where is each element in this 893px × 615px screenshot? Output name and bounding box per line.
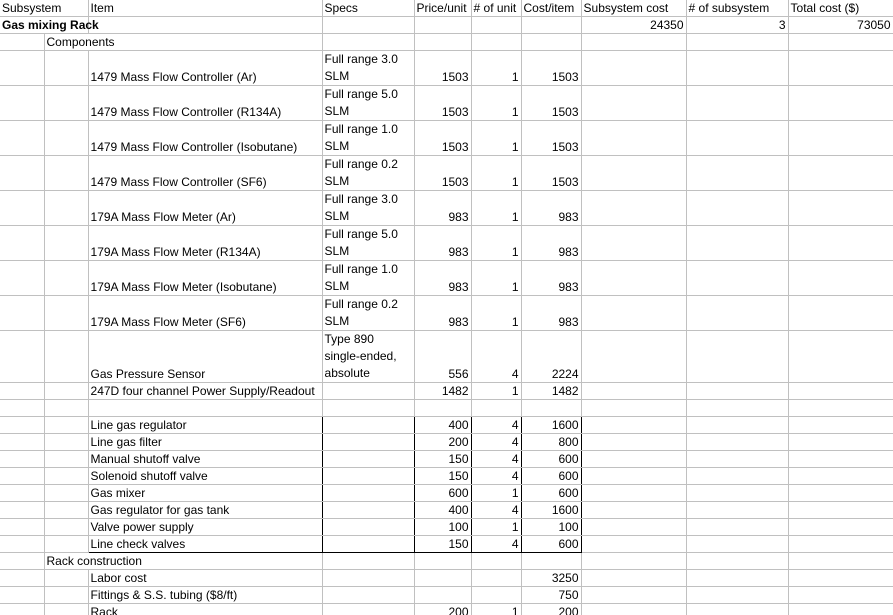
item-name[interactable]: Gas Pressure Sensor bbox=[88, 331, 322, 383]
header-subsystem-cost[interactable]: Subsystem cost bbox=[581, 0, 686, 17]
item-cost[interactable]: 2224 bbox=[521, 331, 581, 383]
item-specs[interactable] bbox=[322, 485, 414, 502]
table-row bbox=[0, 156, 893, 191]
item-price[interactable]: 150 bbox=[414, 536, 471, 553]
table-row bbox=[0, 570, 893, 587]
table-row bbox=[0, 519, 893, 536]
table-row bbox=[0, 331, 893, 383]
item-specs[interactable]: Full range 0.2 SLM bbox=[322, 296, 414, 331]
num-subsystem[interactable]: 3 bbox=[686, 17, 788, 34]
item-price[interactable]: 200 bbox=[414, 604, 471, 615]
item-name[interactable]: 247D four channel Power Supply/Readout bbox=[88, 383, 322, 400]
item-cost[interactable]: 1503 bbox=[521, 86, 581, 121]
item-price[interactable]: 983 bbox=[414, 191, 471, 226]
item-name[interactable]: 179A Mass Flow Meter (Isobutane) bbox=[88, 261, 322, 296]
item-specs[interactable]: Full range 3.0 SLM bbox=[322, 51, 414, 86]
item-name[interactable]: Line check valves bbox=[88, 536, 322, 553]
item-units[interactable]: 1 bbox=[471, 261, 521, 296]
item-name[interactable]: Solenoid shutoff valve bbox=[88, 468, 322, 485]
item-price[interactable]: 200 bbox=[414, 434, 471, 451]
item-price[interactable] bbox=[414, 570, 471, 587]
item-units[interactable]: 1 bbox=[471, 604, 521, 615]
item-specs[interactable]: Full range 1.0 SLM bbox=[322, 121, 414, 156]
item-name[interactable]: 1479 Mass Flow Controller (Isobutane) bbox=[88, 121, 322, 156]
item-name[interactable]: 1479 Mass Flow Controller (SF6) bbox=[88, 156, 322, 191]
item-cost[interactable]: 600 bbox=[521, 536, 581, 553]
item-price[interactable]: 600 bbox=[414, 485, 471, 502]
item-name[interactable]: 1479 Mass Flow Controller (Ar) bbox=[88, 51, 322, 86]
item-price[interactable]: 983 bbox=[414, 296, 471, 331]
item-cost[interactable]: 600 bbox=[521, 485, 581, 502]
item-specs[interactable]: Full range 5.0 SLM bbox=[322, 226, 414, 261]
item-name[interactable]: Gas mixer bbox=[88, 485, 322, 502]
item-name[interactable]: Manual shutoff valve bbox=[88, 451, 322, 468]
item-units[interactable]: 1 bbox=[471, 156, 521, 191]
item-price[interactable]: 556 bbox=[414, 331, 471, 383]
item-cost[interactable]: 100 bbox=[521, 519, 581, 536]
table-row bbox=[0, 383, 893, 400]
item-specs[interactable]: Full range 5.0 SLM bbox=[322, 86, 414, 121]
item-units[interactable]: 1 bbox=[471, 519, 521, 536]
subsystem-row bbox=[0, 17, 893, 34]
item-name[interactable]: Fittings & S.S. tubing ($8/ft) bbox=[88, 587, 322, 604]
item-units[interactable]: 4 bbox=[471, 331, 521, 383]
item-units[interactable]: 4 bbox=[471, 502, 521, 519]
item-specs[interactable] bbox=[322, 468, 414, 485]
table-row bbox=[0, 587, 893, 604]
item-specs[interactable] bbox=[322, 417, 414, 434]
item-cost[interactable]: 750 bbox=[521, 587, 581, 604]
group-row-components bbox=[0, 34, 893, 51]
item-cost[interactable]: 3250 bbox=[521, 570, 581, 587]
item-price[interactable]: 983 bbox=[414, 261, 471, 296]
item-cost[interactable]: 983 bbox=[521, 296, 581, 331]
table-row bbox=[0, 121, 893, 156]
item-specs[interactable] bbox=[322, 604, 414, 615]
table-row bbox=[0, 261, 893, 296]
table-row bbox=[0, 468, 893, 485]
table-row bbox=[0, 226, 893, 261]
table-row bbox=[0, 502, 893, 519]
item-units[interactable]: 1 bbox=[471, 86, 521, 121]
item-name[interactable]: Gas regulator for gas tank bbox=[88, 502, 322, 519]
item-cost[interactable]: 600 bbox=[521, 468, 581, 485]
item-name[interactable]: Rack bbox=[88, 604, 322, 615]
item-cost[interactable]: 983 bbox=[521, 191, 581, 226]
header-total-cost[interactable]: Total cost ($) bbox=[788, 0, 893, 17]
item-units[interactable]: 4 bbox=[471, 536, 521, 553]
item-units[interactable]: 4 bbox=[471, 417, 521, 434]
item-units[interactable]: 1 bbox=[471, 296, 521, 331]
group-components[interactable]: Components bbox=[44, 34, 322, 51]
item-specs[interactable]: Type 890 single-ended, absolute bbox=[322, 331, 414, 383]
item-specs[interactable] bbox=[322, 502, 414, 519]
item-units[interactable]: 1 bbox=[471, 191, 521, 226]
item-units[interactable]: 4 bbox=[471, 451, 521, 468]
item-units[interactable]: 4 bbox=[471, 468, 521, 485]
item-units[interactable]: 1 bbox=[471, 51, 521, 86]
item-price[interactable]: 1503 bbox=[414, 121, 471, 156]
group-row-rack bbox=[0, 553, 893, 570]
item-name[interactable]: Valve power supply bbox=[88, 519, 322, 536]
table-row bbox=[0, 434, 893, 451]
item-cost[interactable]: 800 bbox=[521, 434, 581, 451]
item-cost[interactable]: 1600 bbox=[521, 417, 581, 434]
subsystem-cost[interactable]: 24350 bbox=[581, 17, 686, 34]
item-name[interactable]: Labor cost bbox=[88, 570, 322, 587]
item-specs[interactable] bbox=[322, 451, 414, 468]
item-cost[interactable]: 1600 bbox=[521, 502, 581, 519]
header-price-unit[interactable]: Price/unit bbox=[414, 0, 471, 17]
header-subsystem[interactable]: Subsystem bbox=[0, 0, 88, 17]
header-num-subsystem[interactable]: # of subsystem bbox=[686, 0, 788, 17]
item-specs[interactable] bbox=[322, 434, 414, 451]
item-units[interactable] bbox=[471, 570, 521, 587]
header-specs[interactable]: Specs bbox=[322, 0, 414, 17]
item-price[interactable]: 1503 bbox=[414, 51, 471, 86]
item-units[interactable]: 1 bbox=[471, 485, 521, 502]
item-specs[interactable] bbox=[322, 383, 414, 400]
item-cost[interactable]: 1503 bbox=[521, 156, 581, 191]
item-name[interactable]: 179A Mass Flow Meter (R134A) bbox=[88, 226, 322, 261]
item-specs[interactable] bbox=[322, 519, 414, 536]
item-units[interactable]: 1 bbox=[471, 121, 521, 156]
table-row bbox=[0, 296, 893, 331]
table-row bbox=[0, 604, 893, 615]
header-cost-item[interactable]: Cost/item bbox=[521, 0, 581, 17]
item-price[interactable]: 150 bbox=[414, 451, 471, 468]
item-name[interactable]: 1479 Mass Flow Controller (R134A) bbox=[88, 86, 322, 121]
item-cost[interactable]: 1503 bbox=[521, 51, 581, 86]
item-cost[interactable]: 1482 bbox=[521, 383, 581, 400]
header-item[interactable]: Item bbox=[88, 0, 322, 17]
item-price[interactable]: 100 bbox=[414, 519, 471, 536]
header-row bbox=[0, 0, 893, 17]
table-row bbox=[0, 417, 893, 434]
item-specs[interactable]: Full range 1.0 SLM bbox=[322, 261, 414, 296]
item-specs[interactable]: Full range 0.2 SLM bbox=[322, 156, 414, 191]
item-price[interactable]: 983 bbox=[414, 226, 471, 261]
item-specs[interactable]: Full range 3.0 SLM bbox=[322, 191, 414, 226]
header-num-unit[interactable]: # of unit bbox=[471, 0, 521, 17]
item-price[interactable]: 400 bbox=[414, 502, 471, 519]
table-row bbox=[0, 536, 893, 553]
table-row bbox=[0, 451, 893, 468]
item-units[interactable]: 4 bbox=[471, 434, 521, 451]
table-row bbox=[0, 191, 893, 226]
item-cost[interactable]: 200 bbox=[521, 604, 581, 615]
item-specs[interactable] bbox=[322, 587, 414, 604]
item-specs[interactable] bbox=[322, 570, 414, 587]
item-cost[interactable]: 600 bbox=[521, 451, 581, 468]
item-cost[interactable]: 983 bbox=[521, 226, 581, 261]
item-cost[interactable]: 1503 bbox=[521, 121, 581, 156]
item-specs[interactable] bbox=[322, 536, 414, 553]
item-units[interactable] bbox=[471, 587, 521, 604]
table-row bbox=[0, 485, 893, 502]
item-price[interactable]: 1482 bbox=[414, 383, 471, 400]
item-price[interactable]: 1503 bbox=[414, 86, 471, 121]
total-cost[interactable]: 73050 bbox=[788, 17, 893, 34]
item-price[interactable]: 150 bbox=[414, 468, 471, 485]
item-price[interactable]: 400 bbox=[414, 417, 471, 434]
item-price[interactable] bbox=[414, 587, 471, 604]
item-name[interactable]: Line gas regulator bbox=[88, 417, 322, 434]
item-price[interactable]: 1503 bbox=[414, 156, 471, 191]
item-name[interactable]: 179A Mass Flow Meter (Ar) bbox=[88, 191, 322, 226]
item-name[interactable]: 179A Mass Flow Meter (SF6) bbox=[88, 296, 322, 331]
empty-row bbox=[0, 400, 893, 417]
item-units[interactable]: 1 bbox=[471, 226, 521, 261]
table-row bbox=[0, 51, 893, 86]
item-name[interactable]: Line gas filter bbox=[88, 434, 322, 451]
table-row bbox=[0, 86, 893, 121]
item-cost[interactable]: 983 bbox=[521, 261, 581, 296]
subsystem-name[interactable]: Gas mixing Rack bbox=[2, 18, 99, 32]
group-rack-construction[interactable]: Rack construction bbox=[44, 553, 322, 570]
item-units[interactable]: 1 bbox=[471, 383, 521, 400]
